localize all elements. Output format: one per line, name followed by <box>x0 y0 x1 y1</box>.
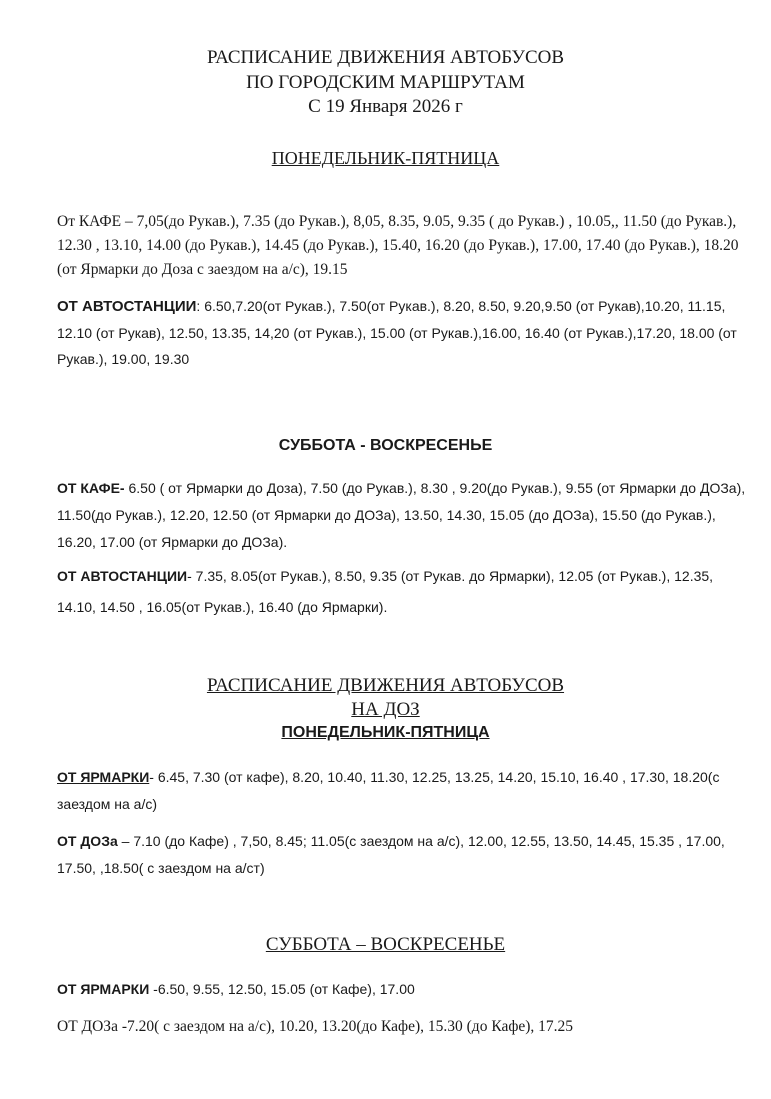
title-line-2: ПО ГОРОДСКИМ МАРШРУТАМ <box>246 72 525 93</box>
city-weekend-from-station <box>57 561 747 623</box>
city-weekday-from-station <box>57 293 747 372</box>
from-fair-times: - 6.45, 7.30 (от кафе), 8.20, 10.40, 11.30, 12.25, 13.25, 14.20, 15.10, 16.40 , 17.30, 18.20(с заездом на а/с) <box>57 769 720 812</box>
from-doz-times: -7.20( с заездом на а/с), 10.20, 13.20(до Кафе), 15.30 (до Кафе), 17.25 <box>117 1018 574 1035</box>
doz-weekday-from-fair <box>57 764 747 818</box>
from-cafe-times: – 7,05(до Рукав.), 7.35 (до Рукав.), 8,05, 8.35, 9.05, 9.35 ( до Рукав.) , 10.05,, 11.50 (до Рукав.), 12.30 , 13.10, 14.00 (до Рукав.), 14.45 (до Рукав.), 15.40, 16.20 (до Рукав.), 17.00, 17.40 (до Рукав.), 18.20 (от Ярмарки до Доза с заездом на а/с), 19.15 <box>57 213 739 278</box>
from-cafe-label: ОТ КАФЕ- <box>57 480 125 496</box>
doz-title-line-1: РАСПИСАНИЕ ДВИЖЕНИЯ АВТОБУСОВ <box>206 675 565 696</box>
from-fair-times: -6.50, 9.55, 12.50, 15.05 (от Кафе), 17.00 <box>149 981 415 997</box>
doz-weekday-heading: ПОНЕДЕЛЬНИК-ПЯТНИЦА <box>281 724 490 741</box>
city-weekend-from-cafe <box>57 475 747 556</box>
city-weekday-heading: ПОНЕДЕЛЬНИК-ПЯТНИЦА <box>271 148 500 168</box>
title-line-1: РАСПИСАНИЕ ДВИЖЕНИЯ АВТОБУСОВ <box>206 47 565 68</box>
from-fair-label: ОТ ЯРМАРКИ <box>57 769 150 785</box>
city-weekend-heading: СУББОТА - ВОСКРЕСЕНЬЕ <box>278 437 493 454</box>
city-weekday-from-cafe <box>57 210 747 282</box>
doz-weekend-heading: СУББОТА – ВОСКРЕСЕНЬЕ <box>265 934 506 955</box>
from-doz-times: – 7.10 (до Кафе) , 7,50, 8.45; 11.05(с заездом на а/с), 12.00, 12.55, 13.50, 14.45, 15.35 , 17.00, 17.50, ,18.50( с заездом на а/ст) <box>57 833 725 876</box>
doz-weekend-from-doz <box>57 1015 747 1039</box>
from-fair-label: ОТ ЯРМАРКИ <box>57 981 150 997</box>
from-cafe-label: От КАФЕ <box>57 213 122 230</box>
from-station-times: - 7.35, 8.05(от Рукав.), 8.50, 9.35 (от Рукав. до Ярмарки), 12.05 (от Рукав.), 12.35, 14.10, 14.50 , 16.05(от Рукав.), 16.40 (до Ярмарки). <box>57 568 714 615</box>
from-doz-label: ОТ ДОЗа <box>57 833 118 849</box>
from-station-label: ОТ АВТОСТАНЦИИ <box>57 298 197 315</box>
from-doz-label: ОТ ДОЗа <box>57 1018 118 1035</box>
doz-weekday-from-doz <box>57 828 747 882</box>
from-station-times: : 6.50,7.20(от Рукав.), 7.50(от Рукав.), 8.20, 8.50, 9.20,9.50 (от Рукав),10.20, 11.15, 12.10 (от Рукав), 12.50, 13.35, 14,20 (от Рукав.), 15.00 (от Рукав.),16.00, 16.40 (от Рукав.),17.20, 18.00 (от Рукав.), 19.00, 19.30 <box>57 298 737 367</box>
from-station-label: ОТ АВТОСТАНЦИИ <box>57 568 188 584</box>
doz-weekend-from-fair <box>57 976 747 1003</box>
doz-title-line-2: НА ДОЗ <box>351 699 420 720</box>
title-line-3: С 19 Января 2026 г <box>308 96 463 117</box>
from-cafe-times: 6.50 ( от Ярмарки до Доза), 7.50 (до Рукав.), 8.30 , 9.20(до Рукав.), 9.55 (от Ярмарки до ДОЗа), 11.50(до Рукав.), 12.20, 12.50 (от Ярмарки до ДОЗа), 13.50, 14.30, 15.05 (до ДОЗа), 15.50 (до Рукав.), 16.20, 17.00 (от Ярмарки до ДОЗа). <box>57 480 746 550</box>
